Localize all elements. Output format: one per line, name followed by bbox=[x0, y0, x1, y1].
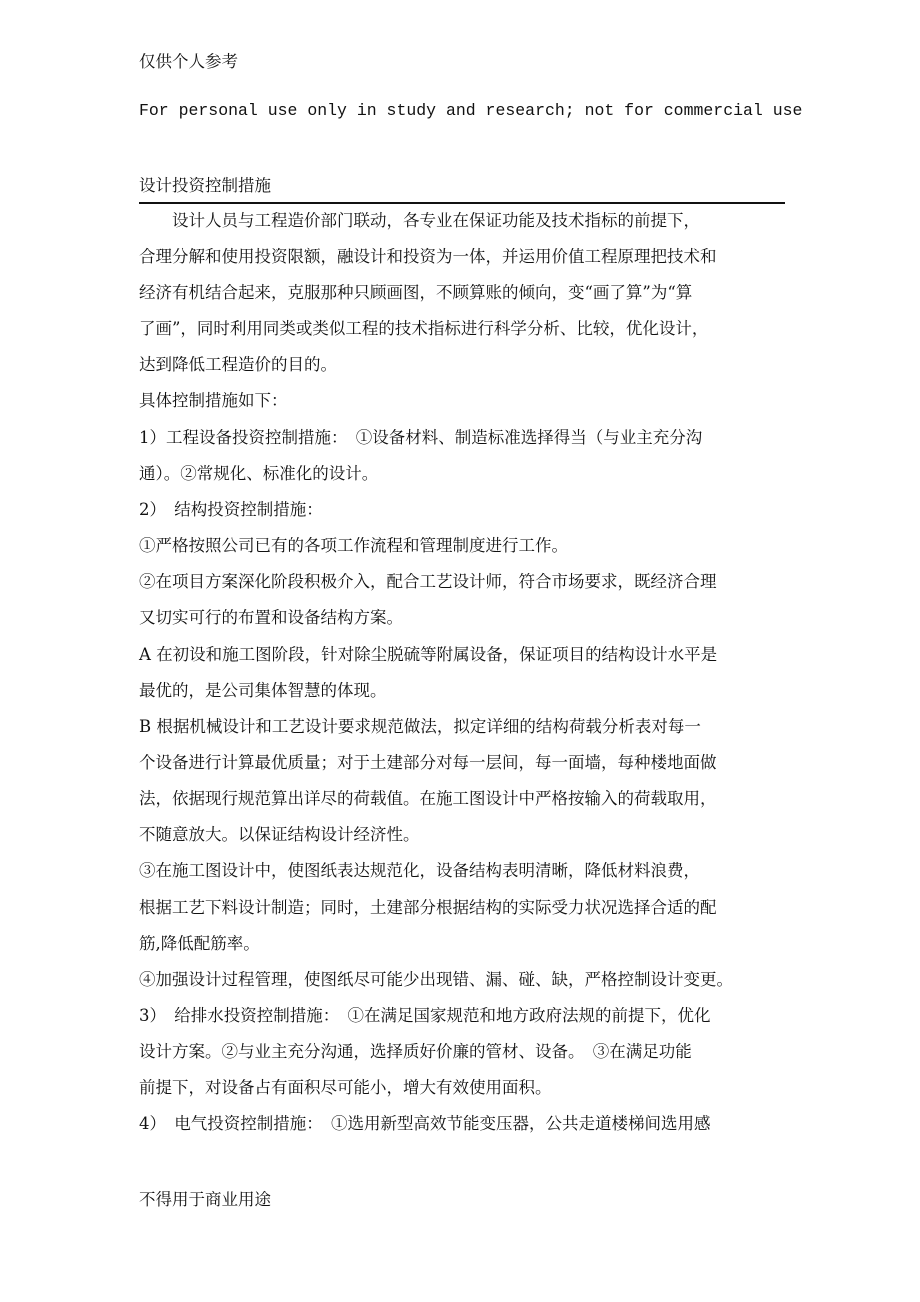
body-line: ①严格按照公司已有的各项工作流程和管理制度进行工作。 bbox=[139, 536, 568, 555]
body-line: A 在初设和施工图阶段，针对除尘脱硫等附属设备，保证项目的结构设计水平是 bbox=[139, 645, 718, 664]
body-line: 最优的，是公司集体智慧的体现。 bbox=[139, 681, 387, 700]
title-rule bbox=[139, 202, 785, 204]
body-line: 2） 结构投资控制措施： bbox=[139, 500, 323, 519]
body-line: ②在项目方案深化阶段积极介入，配合工艺设计师，符合市场要求，既经济合理 bbox=[139, 572, 717, 591]
body-line: ④加强设计过程管理，使图纸尽可能少出现错、漏、碰、缺，严格控制设计变更。 bbox=[139, 970, 733, 989]
body-line: 合理分解和使用投资限额，融设计和投资为一体，并运用价值工程原理把技术和 bbox=[139, 247, 717, 266]
body-line: 前提下，对设备占有面积尽可能小，增大有效使用面积。 bbox=[139, 1078, 552, 1097]
body-line: 通）。②常规化、标准化的设计。 bbox=[139, 464, 379, 483]
footer-note: 不得用于商业用途 bbox=[139, 1190, 271, 1209]
body-line: 设计方案。②与业主充分沟通，选择质好价廉的管材、设备。 ③在满足功能 bbox=[139, 1042, 692, 1061]
header-note: 仅供个人参考 bbox=[139, 52, 238, 71]
body-line: 经济有机结合起来，克服那种只顾画图，不顾算账的倾向，变“画了算”为“算 bbox=[139, 283, 693, 302]
body-line: 不随意放大。以保证结构设计经济性。 bbox=[139, 825, 420, 844]
body-line: ③在施工图设计中，使图纸表达规范化，设备结构表明清晰，降低材料浪费， bbox=[139, 861, 700, 880]
body-line: 筋,降低配筋率。 bbox=[139, 934, 260, 953]
body-line: 达到降低工程造价的目的。 bbox=[139, 355, 337, 374]
body-line: 个设备进行计算最优质量；对于土建部分对每一层间，每一面墙，每种楼地面做 bbox=[139, 753, 717, 772]
english-note: For personal use only in study and research; not for commercial use bbox=[139, 101, 803, 120]
body-line: 4） 电气投资控制措施： ①选用新型高效节能变压器，公共走道楼梯间选用感 bbox=[139, 1114, 711, 1133]
body-line: 1）工程设备投资控制措施： ①设备材料、制造标准选择得当（与业主充分沟 bbox=[139, 428, 703, 447]
body-line: 法，依据现行规范算出详尽的荷载值。在施工图设计中严格按输入的荷载取用， bbox=[139, 789, 717, 808]
body-line: 设计人员与工程造价部门联动，各专业在保证功能及技术指标的前提下， bbox=[139, 211, 700, 230]
document-title: 设计投资控制措施 bbox=[139, 176, 271, 195]
body-line: 3） 给排水投资控制措施： ①在满足国家规范和地方政府法规的前提下，优化 bbox=[139, 1006, 711, 1025]
body-line: B 根据机械设计和工艺设计要求规范做法，拟定详细的结构荷载分析表对每一 bbox=[139, 717, 701, 736]
body-line: 了画”，同时利用同类或类似工程的技术指标进行科学分析、比较，优化设计， bbox=[139, 319, 709, 338]
body-line: 又切实可行的布置和设备结构方案。 bbox=[139, 608, 403, 627]
body-line: 具体控制措施如下： bbox=[139, 391, 288, 410]
body-line: 根据工艺下料设计制造；同时，土建部分根据结构的实际受力状况选择合适的配 bbox=[139, 898, 717, 917]
